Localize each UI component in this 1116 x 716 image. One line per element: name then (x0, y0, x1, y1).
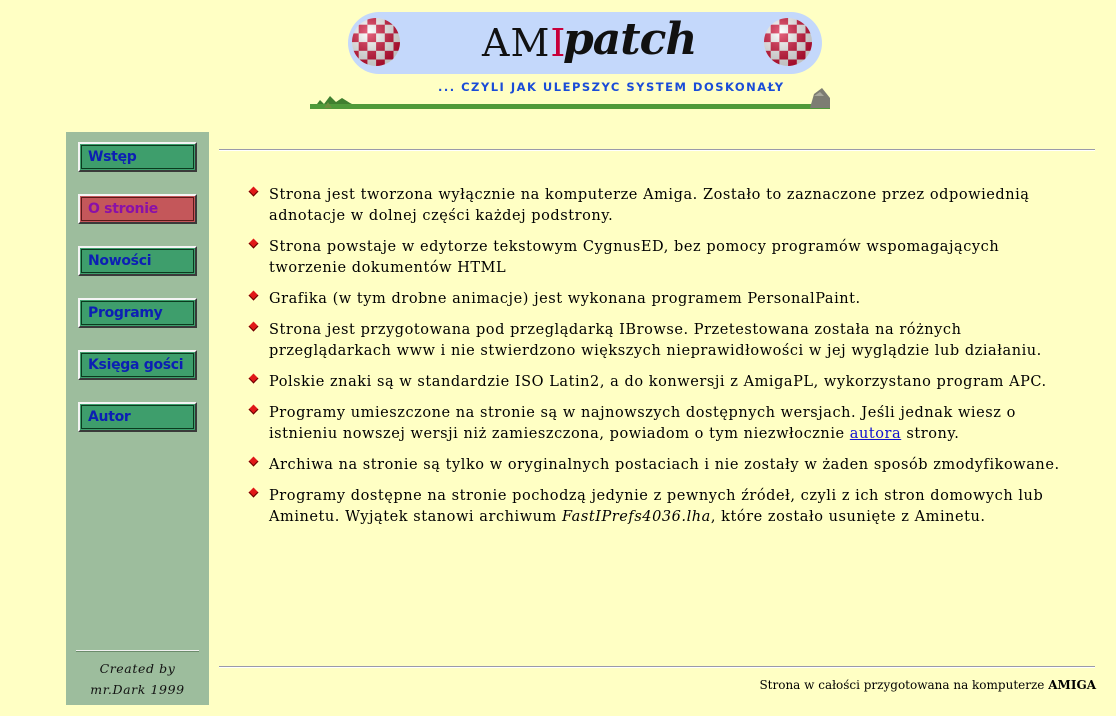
nav-button-ksiega-gosci[interactable] (78, 350, 197, 380)
red-diamond-icon (249, 239, 259, 249)
red-diamond-icon (249, 457, 259, 467)
nav-button-label: Nowości (81, 249, 194, 273)
red-diamond-icon (249, 405, 259, 415)
list-item-text: Strona jest tworzona wyłącznie na komputerze Amiga. Zostało to zaznaczone przez odpowiednią adnotacje w dolnej części każdej podstrony. (269, 187, 1030, 224)
top-divider (219, 149, 1095, 151)
boing-ball-icon (762, 16, 814, 68)
bottom-divider (219, 666, 1095, 668)
red-diamond-icon (249, 291, 259, 301)
info-list (246, 185, 1076, 538)
sidebar-credit (66, 658, 209, 700)
nav-button-nowosci[interactable] (78, 246, 197, 276)
list-item-text: Grafika (w tym drobne animacje) jest wykonana programem PersonalPaint. (269, 291, 861, 307)
list-item-text: Strona jest przygotowana pod przeglądarką IBrowse. Przetestowana została na różnych przeglądarkach www i nie stwierdzono większych nieprawidłowości w jej wyglądzie lub działaniu. (269, 322, 1042, 359)
amipatch-logo (310, 10, 830, 110)
list-item (246, 455, 1076, 476)
list-item (246, 237, 1076, 279)
footer-note (759, 678, 1096, 692)
red-diamond-icon (249, 488, 259, 498)
archive-filename: FastIPrefs4036.lha (562, 509, 711, 525)
nav-button-o-stronie[interactable] (78, 194, 197, 224)
logo-patch-text: patch (563, 14, 697, 65)
list-item-text (269, 405, 1016, 442)
nav-button-label: O stronie (81, 197, 194, 221)
nav-button-autor[interactable] (78, 402, 197, 432)
footer-note-amiga: AMIGA (1048, 678, 1096, 692)
list-item-text: Archiwa na stronie są tylko w oryginalnych postaciach i nie zostały w żaden sposób zmodyfikowane. (269, 457, 1060, 473)
sidebar-divider (76, 650, 199, 652)
logo-ami-text: AMI (482, 21, 567, 65)
nav-button-label: Programy (81, 301, 194, 325)
nav-button-wstep[interactable] (78, 142, 197, 172)
text-segment: Programy dostępne na stronie pochodzą jedynie z pewnych źródeł, czyli z ich stron domowych lub Aminetu. Wyjątek stanowi archiwum (269, 488, 1044, 525)
sidebar (66, 132, 209, 705)
nav-button-label: Księga gości (81, 353, 194, 377)
text-segment: strony. (901, 426, 960, 442)
text-segment: , które zostało usunięte z Aminetu. (710, 509, 986, 525)
boing-ball-icon (350, 16, 402, 68)
credit-line: Created by (99, 661, 176, 676)
text-segment: Programy umieszczone na stronie są w najnowszych dostępnych wersjach. Jeśli jednak wiesz o istnieniu nowszej wersji niż zamieszczona, powiadom o tym niezwłocznie (269, 405, 1016, 442)
list-item-text: Polskie znaki są w standardzie ISO Latin2, a do konwersji z AmigaPL, wykorzystano program APC. (269, 374, 1047, 390)
nav-button-label: Wstęp (81, 145, 194, 169)
red-diamond-icon (249, 374, 259, 384)
logo-slogan: ... CZYLI JAK ULEPSZYC SYSTEM DOSKONAŁY (438, 80, 785, 94)
list-item-text (269, 488, 1043, 525)
list-item (246, 403, 1076, 445)
list-item (246, 185, 1076, 227)
list-item (246, 486, 1076, 528)
list-item-text: Strona powstaje w edytorze tekstowym CygnusED, bez pomocy programów wspomagających tworzenie dokumentów HTML (269, 239, 1000, 276)
footer-note-text: Strona w całości przygotowana na komputerze (759, 678, 1049, 692)
credit-author: mr.Dark 1999 (90, 682, 185, 697)
list-item (246, 372, 1076, 393)
red-diamond-icon (249, 187, 259, 197)
red-diamond-icon (249, 322, 259, 332)
list-item (246, 289, 1076, 310)
author-link[interactable]: autora (849, 426, 902, 442)
list-item (246, 320, 1076, 362)
nav-button-programy[interactable] (78, 298, 197, 328)
nav-button-label: Autor (81, 405, 194, 429)
